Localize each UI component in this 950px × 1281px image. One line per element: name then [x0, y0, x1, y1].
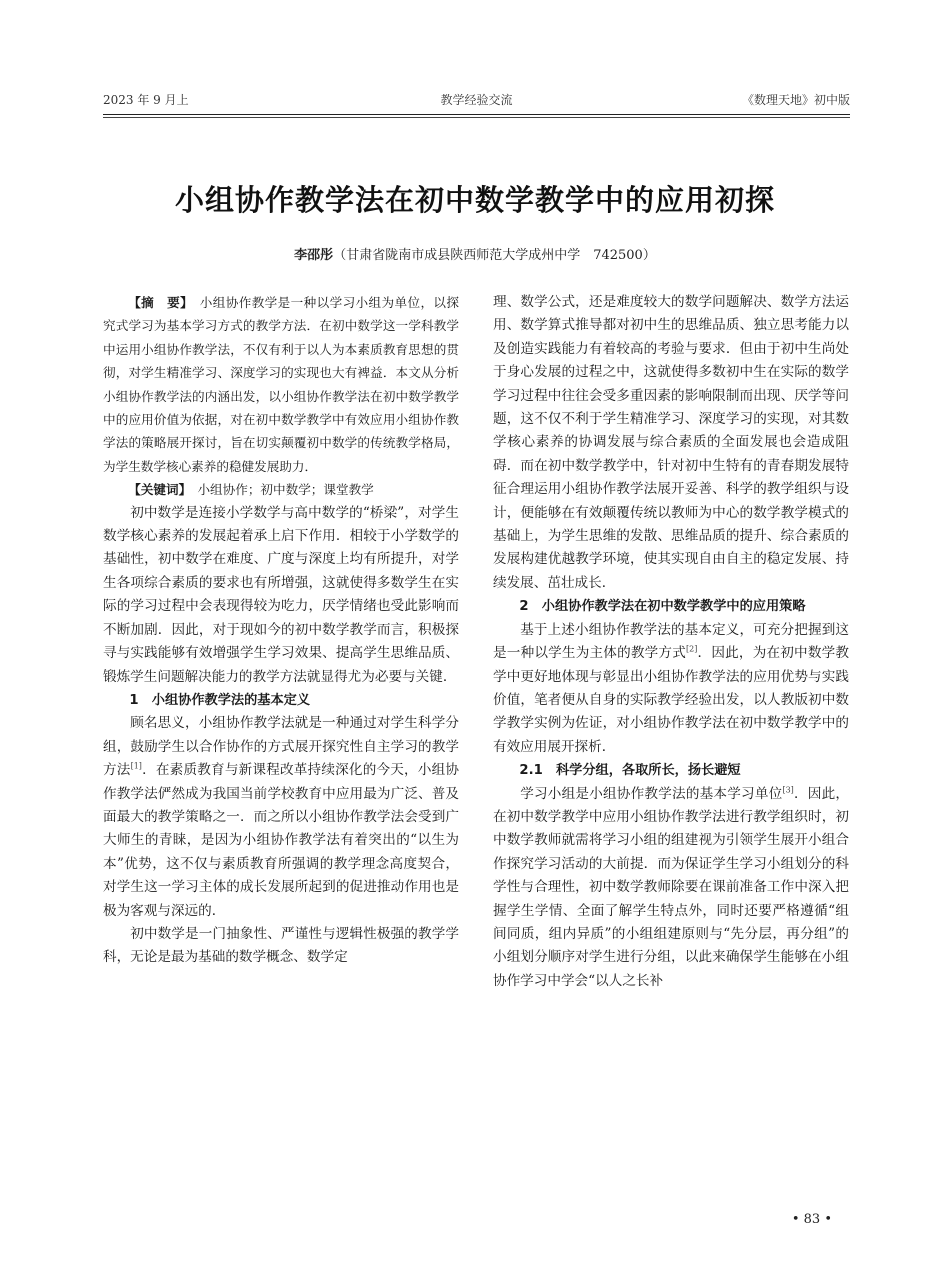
abstract-text: 小组协作教学是一种以学习小组为单位，以探究式学习为基本学习方式的教学方法．在初中数学这一学科教学中运用小组协作教学法，不仅有利于以人为本素质教育思想的贯彻，对学生精准学习、深度学习的实现也大有裨益．本文从分析小组协作教学法的内涵出发，以小组协作教学法在初中数学教学中的应用价值为依据，对在初中数学教学中有效应用小组协作教学法的策略展开探讨，旨在切实颠覆初中数学的传统教学格局，为学生数学核心素养的稳健发展助力． — [103, 295, 460, 474]
article-title: 小组协作教学法在初中数学教学中的应用初探 — [174, 183, 775, 217]
header-section: 教学经验交流 — [440, 93, 513, 107]
section-1-paragraph-2: 初中数学是一门抽象性、严谨性与逻辑性极强的教学学科，无论是最为基础的数学概念、数学定 — [103, 925, 459, 966]
right-column — [493, 291, 849, 993]
citation-3: [3] — [782, 785, 794, 794]
keywords-label: 【关键词】 — [128, 482, 185, 498]
citation-2: [2] — [686, 644, 698, 654]
abstract-label: 【摘 要】 — [128, 295, 187, 310]
abstract — [103, 291, 459, 478]
section-2-1-heading: 2.1 科学分组，各取所长，扬长避短 — [519, 763, 741, 779]
citation-1: [1] — [130, 761, 142, 771]
section-1-paragraph-1: 顾名思义，小组协作教学法就是一种通过对学生科学分组，鼓励学生以合作协作的方式展开探究性自主学习的教学方法[1]．在素质教育与新课程改革持续深化的今天，小组协作教学法俨然成为我国当前学校教育中应用最为广泛、普及面最大的教学策略之一．而之所以小组协作教学法会受到广大师生的青睐，是因为小组协作教学法有着突出的“以生为本”优势，这不仅与素质教育所强调的教学理念高度契合，对学生这一学习主体的成长发展所起到的促进推动作用也是极为客观与深远的． — [103, 715, 460, 919]
header-rule-thin — [103, 117, 850, 118]
section-2-paragraph-1: 基于上述小组协作教学法的基本定义，可充分把握到这是一种以学生为主体的教学方式[2]．因此，为在初中数学教学中更好地体现与彰显出小组协作教学法的应用优势与实践价值，笔者便从自身的实际教学经验出发，以人教版初中数学教学实例为佐证，对小组协作教学法在初中数学教学中的有效应用展开探析． — [493, 621, 850, 755]
page-number: • 83 • — [791, 1212, 832, 1227]
header-rule-thick — [103, 114, 850, 115]
intro-paragraph: 初中数学是连接小学数学与高中数学的“桥梁”，对学生数学核心素养的发展起着承上启下作用．相较于小学数学的基础性，初中数学在难度、广度与深度上均有所提升，对学生各项综合素质的要求也有所增强，这就使得多数学生在实际的学习过程中会表现得较为吃力，厌学情绪也受此影响而不断加剧．因此，对于现如今的初中数学教学而言，积极探寻与实践能够有效增强学生学习效果、提高学生思维品质、锻炼学生问题解决能力的教学方法就显得尤为必要与关键． — [103, 504, 459, 685]
keywords — [103, 478, 459, 501]
author-name: 李邵彤 — [294, 248, 334, 263]
continued-paragraph: 理、数学公式，还是难度较大的数学问题解决、数学方法运用、数学算式推导都对初中生的思维品质、独立思考能力以及创造实践能力有着较高的考验与要求．但由于初中生尚处于身心发展的过程之中，这就使得多数初中生在实际的数学学习过程中往往会受多重因素的影响限制而出现、厌学等问题，这不仅不利于学生精准学习、深度学习的实现，对其数学核心素养的协调发展与综合素质的全面发展也会造成阻碍．而在初中数学教学中，针对初中生特有的青春期发展特征合理运用小组协作教学法展开妥善、科学的教学组织与设计，便能够在有效颠覆传统以教师为中心的数学教学模式的基础上，为学生思维的发散、思维品质的提升、综合素质的发展构建优越教学环境，使其实现自由自主的稳定发展、持续发展、茁壮成长． — [493, 294, 849, 591]
section-2-1-paragraph-1: 学习小组是小组协作教学法的基本学习单位[3]．因此，在初中数学教学中应用小组协作教学法进行教学组织时，初中数学教师就需将学习小组的组建视为引领学生展开小组合作探究学习活动的大前提．而为保证学生学习小组划分的科学性与合理性，初中数学教师除要在课前准备工作中深入把握学生学情、全面了解学生特点外，同时还要严格遵循“组间同质，组内异质”的小组组建原则与“先分层，再分组”的小组划分顺序对学生进行分组，以此来确保学生能够在小组协作学习中学会“以人之长补 — [493, 785, 850, 989]
header-date: 2023 年 9 月上 — [103, 93, 189, 107]
author-line — [0, 244, 950, 263]
section-2-heading: 2 小组协作教学法在初中数学教学中的应用策略 — [519, 599, 806, 615]
section-1-heading: 1 小组协作教学法的基本定义 — [129, 692, 311, 708]
header-journal: 《数理天地》初中版 — [741, 93, 850, 107]
left-column — [103, 291, 459, 970]
author-affiliation: （甘肃省陇南市成县陕西师范大学成州中学 742500） — [333, 248, 656, 263]
running-header — [103, 88, 850, 112]
keywords-text: 小组协作；初中数学；课堂教学 — [197, 482, 374, 498]
